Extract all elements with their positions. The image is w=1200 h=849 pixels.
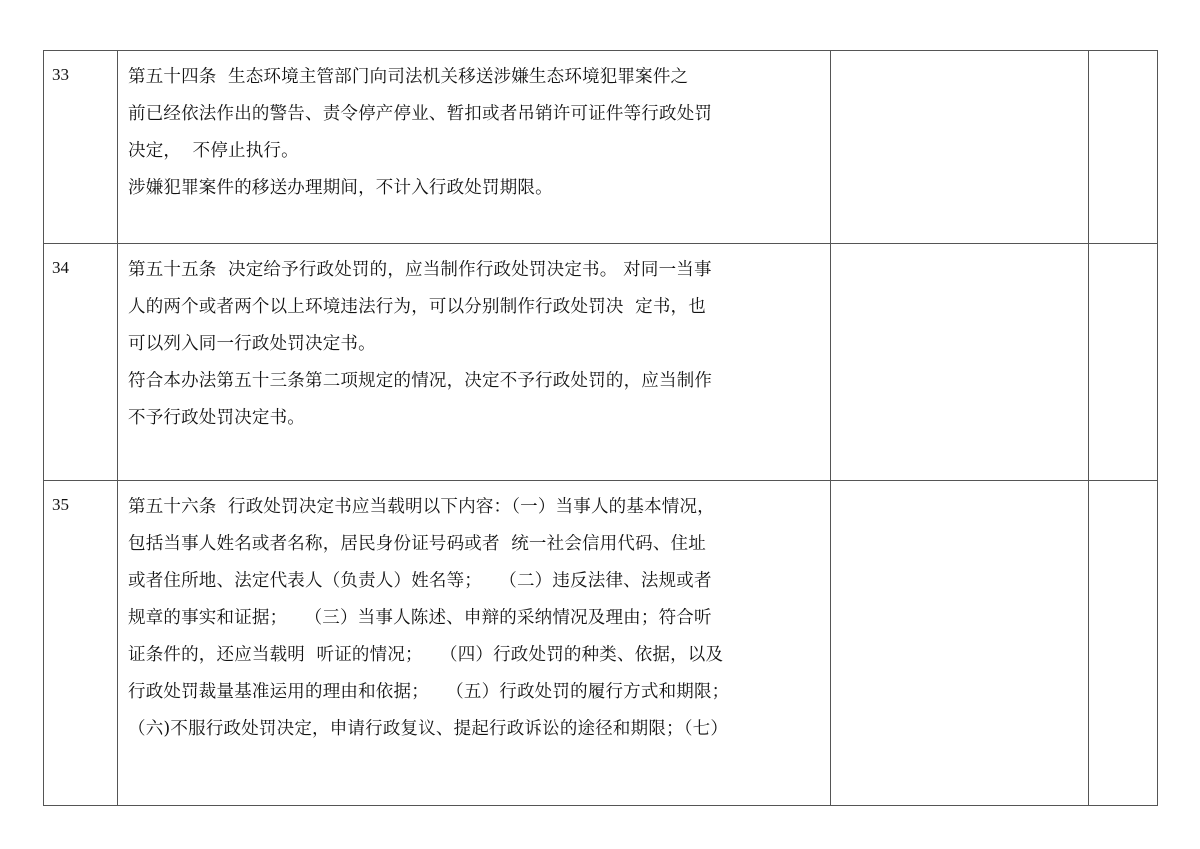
article-text-cell xyxy=(118,481,831,806)
row-number: 35 xyxy=(44,481,118,806)
blank-cell xyxy=(831,51,1089,244)
regulation-table xyxy=(43,50,1158,806)
article-text-cell xyxy=(118,244,831,481)
blank-cell xyxy=(1089,51,1158,244)
table-row xyxy=(44,51,1158,244)
article-paragraph: 第五十四条 生态环境主管部门向司法机关移送涉嫌生态环境犯罪案件之 前已经依法作出的警告、责令停产停业、暂扣或者吊销许可证件等行政处罚 决定， 不停止执行。 xyxy=(128,67,713,161)
blank-cell xyxy=(1089,481,1158,806)
table-row xyxy=(44,244,1158,481)
article-paragraph: 符合本办法第五十三条第二项规定的情况，决定不予行政处罚的，应当制作 不予行政处罚决定书。 xyxy=(128,371,713,428)
blank-cell xyxy=(831,244,1089,481)
article-paragraph: 涉嫌犯罪案件的移送办理期间，不计入行政处罚期限。 xyxy=(128,178,553,198)
article-text-cell xyxy=(118,51,831,244)
row-number: 33 xyxy=(44,51,118,244)
row-number: 34 xyxy=(44,244,118,481)
table-row xyxy=(44,481,1158,806)
blank-cell xyxy=(1089,244,1158,481)
blank-cell xyxy=(831,481,1089,806)
article-paragraph: 第五十六条 行政处罚决定书应当载明以下内容：（一）当事人的基本情况， 包括当事人姓名或者名称，居民身份证号码或者 统一社会信用代码、住址 或者住所地、法定代表人（负责人）姓名等； （二）违反法律、法规或者 规章的事实和证据； （三）当事人陈述、申辩的采纳情况及理由；符合听 证条件的，还应当载明 听证的情况； （四）行政处罚的种类、依据，以及 行政处罚裁量基准运用的理由和依据； （五）行政处罚的履行方式和期限； （六)不服行政处罚决定，申请行政复议、提起行政诉讼的途径和期限；（七） xyxy=(128,497,730,739)
article-paragraph: 第五十五条 决定给予行政处罚的，应当制作行政处罚决定书。 对同一当事 人的两个或者两个以上环境违法行为，可以分别制作行政处罚决 定书，也 可以列入同一行政处罚决定书。 xyxy=(128,260,712,354)
